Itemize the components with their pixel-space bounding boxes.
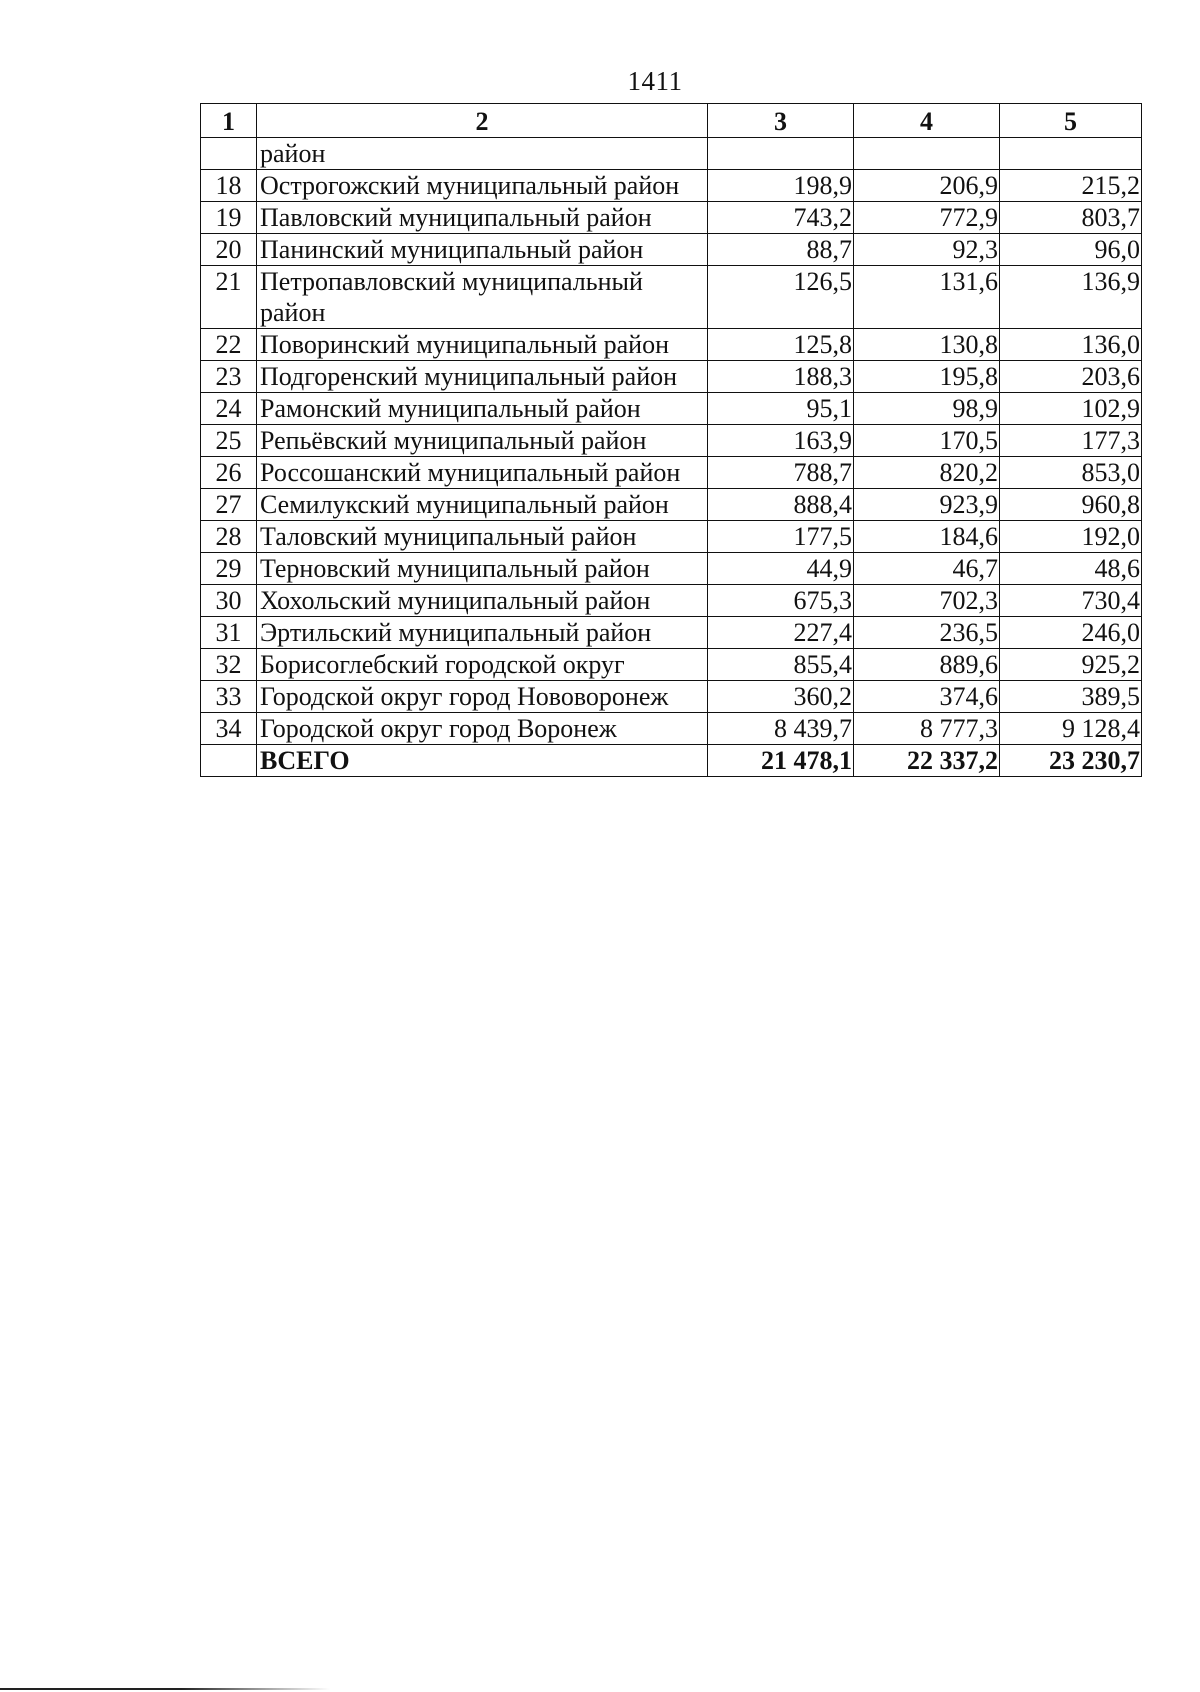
row-value-col-5: 102,9 (1000, 393, 1142, 425)
row-value-col-3: 788,7 (708, 457, 854, 489)
header-col-2: 2 (257, 104, 708, 138)
row-value-col-5: 48,6 (1000, 553, 1142, 585)
header-row (201, 104, 1142, 138)
table-row (201, 234, 1142, 266)
row-value-col-5: 246,0 (1000, 617, 1142, 649)
row-value-col-3: 126,5 (708, 266, 854, 329)
row-value-col-5: 215,2 (1000, 170, 1142, 202)
table-row (201, 649, 1142, 681)
header-col-5: 5 (1000, 104, 1142, 138)
table-row (201, 681, 1142, 713)
table-row (201, 138, 1142, 170)
row-value-col-4: 184,6 (854, 521, 1000, 553)
table-row (201, 393, 1142, 425)
row-value-col-4: 374,6 (854, 681, 1000, 713)
header-col-1: 1 (201, 104, 257, 138)
row-value-col-3: 188,3 (708, 361, 854, 393)
total-label: ВСЕГО (257, 745, 708, 777)
row-value-col-4: 889,6 (854, 649, 1000, 681)
table-row (201, 585, 1142, 617)
row-number: 27 (201, 489, 257, 521)
row-value-col-3: 855,4 (708, 649, 854, 681)
row-value-col-3 (708, 138, 854, 170)
row-number: 18 (201, 170, 257, 202)
row-value-col-4: 206,9 (854, 170, 1000, 202)
total-value-col-5: 23 230,7 (1000, 745, 1142, 777)
row-value-col-5: 136,0 (1000, 329, 1142, 361)
row-name: Семилукский муниципальный район (257, 489, 708, 521)
row-name: Павловский муниципальный район (257, 202, 708, 234)
row-value-col-5: 960,8 (1000, 489, 1142, 521)
row-number: 31 (201, 617, 257, 649)
row-value-col-5: 177,3 (1000, 425, 1142, 457)
row-value-col-3: 360,2 (708, 681, 854, 713)
row-name: Терновский муниципальный район (257, 553, 708, 585)
row-number: 28 (201, 521, 257, 553)
table-row (201, 553, 1142, 585)
row-name: Панинский муниципальный район (257, 234, 708, 266)
row-number: 32 (201, 649, 257, 681)
row-value-col-4: 46,7 (854, 553, 1000, 585)
table-row (201, 266, 1142, 329)
row-number: 23 (201, 361, 257, 393)
table-row (201, 457, 1142, 489)
row-value-col-4: 131,6 (854, 266, 1000, 329)
row-value-col-5: 9 128,4 (1000, 713, 1142, 745)
row-value-col-3: 125,8 (708, 329, 854, 361)
row-number: 24 (201, 393, 257, 425)
row-name: Хохольский муниципальный район (257, 585, 708, 617)
row-name: Рамонский муниципальный район (257, 393, 708, 425)
row-number: 25 (201, 425, 257, 457)
row-name: Борисоглебский городской округ (257, 649, 708, 681)
total-number (201, 745, 257, 777)
row-value-col-3: 44,9 (708, 553, 854, 585)
row-value-col-4: 8 777,3 (854, 713, 1000, 745)
row-value-col-3: 163,9 (708, 425, 854, 457)
header-col-3: 3 (708, 104, 854, 138)
table-row (201, 617, 1142, 649)
row-number: 33 (201, 681, 257, 713)
budget-table (200, 103, 1142, 777)
row-number: 30 (201, 585, 257, 617)
row-value-col-4: 820,2 (854, 457, 1000, 489)
row-number (201, 138, 257, 170)
total-value-col-4: 22 337,2 (854, 745, 1000, 777)
page-number: 1411 (627, 66, 683, 96)
row-value-col-4: 130,8 (854, 329, 1000, 361)
row-number: 29 (201, 553, 257, 585)
row-name: Петропавловский муниципальный район (257, 266, 708, 329)
row-value-col-4: 236,5 (854, 617, 1000, 649)
table-row (201, 361, 1142, 393)
row-number: 22 (201, 329, 257, 361)
row-number: 34 (201, 713, 257, 745)
row-value-col-5 (1000, 138, 1142, 170)
row-value-col-3: 8 439,7 (708, 713, 854, 745)
row-number: 20 (201, 234, 257, 266)
row-value-col-4 (854, 138, 1000, 170)
row-value-col-4: 702,3 (854, 585, 1000, 617)
row-value-col-5: 192,0 (1000, 521, 1142, 553)
row-value-col-3: 177,5 (708, 521, 854, 553)
table-row (201, 489, 1142, 521)
row-value-col-5: 96,0 (1000, 234, 1142, 266)
table-row (201, 425, 1142, 457)
row-number: 21 (201, 266, 257, 329)
table-row (201, 202, 1142, 234)
row-value-col-3: 888,4 (708, 489, 854, 521)
row-value-col-5: 136,9 (1000, 266, 1142, 329)
row-name: Городской округ город Нововоронеж (257, 681, 708, 713)
row-name: Таловский муниципальный район (257, 521, 708, 553)
row-name: Городской округ город Воронеж (257, 713, 708, 745)
row-value-col-4: 772,9 (854, 202, 1000, 234)
row-number: 19 (201, 202, 257, 234)
row-value-col-4: 923,9 (854, 489, 1000, 521)
row-value-col-3: 675,3 (708, 585, 854, 617)
table-row (201, 521, 1142, 553)
row-name: Россошанский муниципальный район (257, 457, 708, 489)
row-value-col-5: 203,6 (1000, 361, 1142, 393)
total-value-col-3: 21 478,1 (708, 745, 854, 777)
row-value-col-5: 389,5 (1000, 681, 1142, 713)
header-col-4: 4 (854, 104, 1000, 138)
table-row (201, 713, 1142, 745)
row-name: Эртильский муниципальный район (257, 617, 708, 649)
row-value-col-3: 95,1 (708, 393, 854, 425)
row-name: район (257, 138, 708, 170)
row-value-col-4: 98,9 (854, 393, 1000, 425)
row-value-col-4: 170,5 (854, 425, 1000, 457)
row-value-col-5: 925,2 (1000, 649, 1142, 681)
row-name: Подгоренский муниципальный район (257, 361, 708, 393)
row-value-col-3: 198,9 (708, 170, 854, 202)
table-header (201, 104, 1142, 138)
row-value-col-4: 92,3 (854, 234, 1000, 266)
row-value-col-3: 743,2 (708, 202, 854, 234)
footer-rule (0, 1688, 330, 1690)
row-name: Острогожский муниципальный район (257, 170, 708, 202)
table-body (201, 138, 1142, 777)
table-row (201, 170, 1142, 202)
row-value-col-5: 730,4 (1000, 585, 1142, 617)
row-value-col-5: 803,7 (1000, 202, 1142, 234)
total-row (201, 745, 1142, 777)
table-row (201, 329, 1142, 361)
row-value-col-3: 88,7 (708, 234, 854, 266)
row-name: Поворинский муниципальный район (257, 329, 708, 361)
row-number: 26 (201, 457, 257, 489)
row-name: Репьёвский муниципальный район (257, 425, 708, 457)
row-value-col-3: 227,4 (708, 617, 854, 649)
row-value-col-4: 195,8 (854, 361, 1000, 393)
row-value-col-5: 853,0 (1000, 457, 1142, 489)
